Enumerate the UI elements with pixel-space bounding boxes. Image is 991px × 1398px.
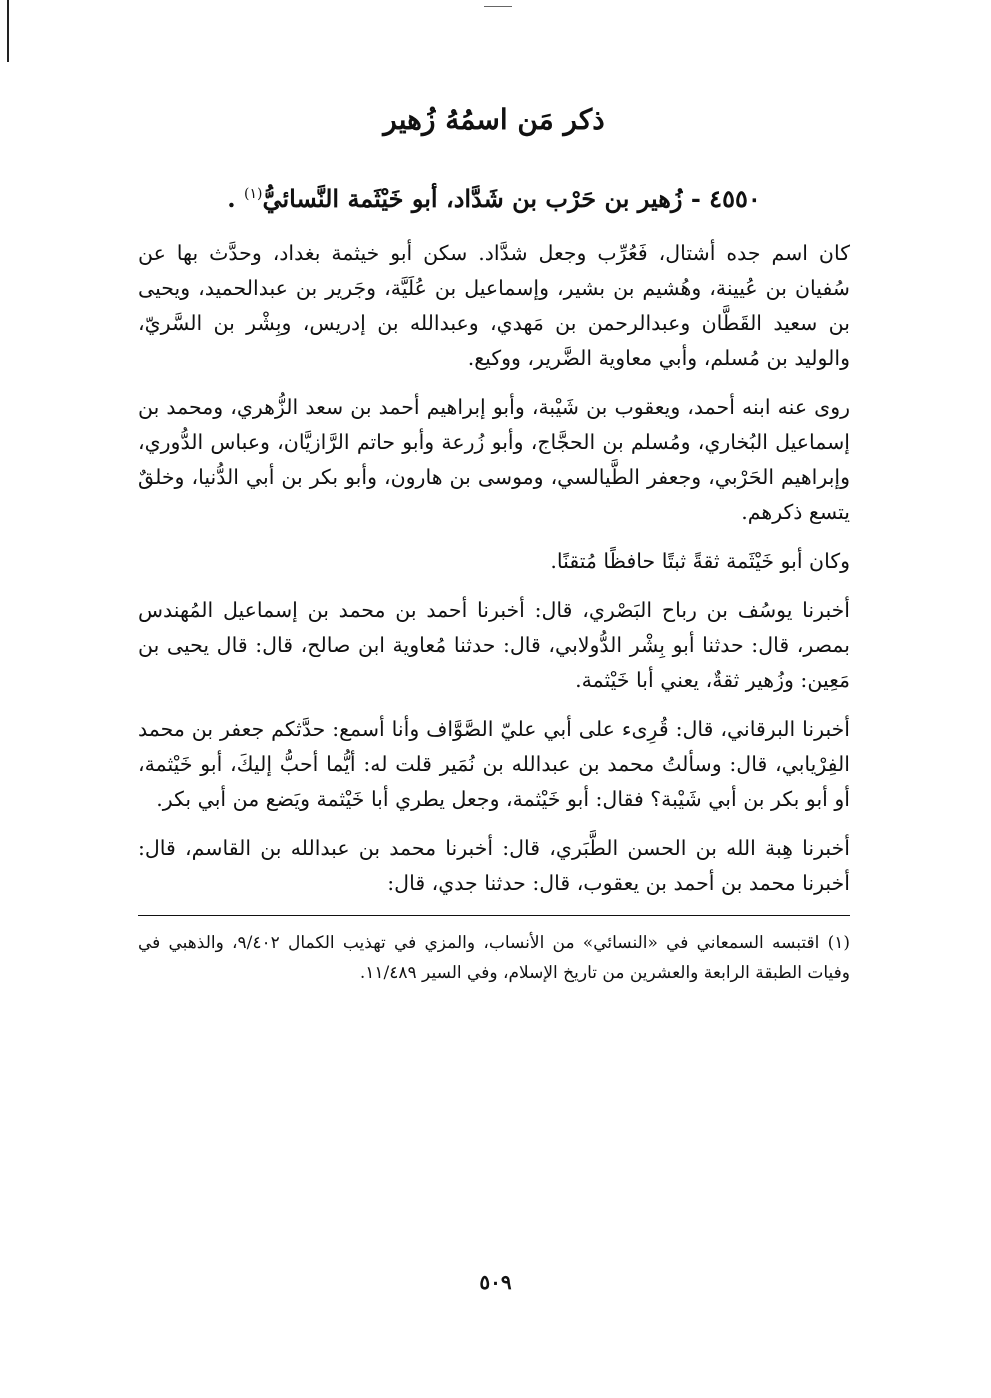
page-body xyxy=(138,100,850,988)
paragraph-4: أخبرنا يوسُف بن رباح البَصْري، قال: أخبرنا أحمد بن محمد بن إسماعيل المُهندس بمصر، قال: حدثنا أبو بِشْر الدُّولابي، قال: حدثنا مُعاوية ابن صالح، قال: قال يحيى بن مَعِين: وزُهير ثقةٌ، يعني أبا خَيْثمة. xyxy=(138,598,850,692)
footnote-marker: (١) xyxy=(243,186,263,202)
scan-edge-line xyxy=(7,0,9,62)
paragraph-1: كان اسم جده أشتال، فَعُرِّب وجعل شدَّاد. سكن أبو خيثمة بغداد، وحدَّث بها عن سُفيان بن عُيينة، وهُشيم بن بشير، وإسماعيل بن عُلَيَّة، وجَرير بن عبدالحميد، ويحيى بن سعيد القَطَّان وعبدالرحمن بن مَهدي، وعبدالله بن إدريس، وبِشْر بن السَّريّ، والوليد بن مُسلم، وأبي معاوية الضَّرير، ووكيع. xyxy=(138,241,850,370)
footnote-divider xyxy=(138,915,850,916)
footnote: (١) اقتبسه السمعاني في «النسائي» من الأنساب، والمزي في تهذيب الكمال ٩/٤٠٢، والذهبي في وفيات الطبقة الرابعة والعشرين من تاريخ الإسلام، وفي السير ١١/٤٨٩. xyxy=(138,933,850,983)
entry-title-text: ٤٥٥٠ - زُهير بن حَرْب بن شَدَّاد، أبو خَيْثَمة النَّسائيُّ xyxy=(262,184,761,213)
scan-top-mark xyxy=(484,6,512,7)
page-number: ٥٠٩ xyxy=(479,1270,512,1294)
entry-title-end: . xyxy=(227,184,236,213)
section-heading: ذكر مَن اسمُهُ زُهير xyxy=(383,103,605,136)
paragraph-5: أخبرنا البرقاني، قال: قُرِىء على أبي عليّ الصَّوَّاف وأنا أسمع: حدَّثكم جعفر بن محمد الفِرْيابي، قال: وسألتُ محمد بن عبدالله بن نُمَير قلت له: أيُّما أحبُّ إليكَ، أبو خَيْثمة، أو أبو بكر بن أبي شَيْبة؟ فقال: أبو خَيْثمة، وجعل يطري أبا خَيْثمة ويَضع من أبي بكر. xyxy=(138,717,850,811)
paragraph-6: أخبرنا هِبة الله بن الحسن الطَّبَري، قال: أخبرنا محمد بن عبدالله بن القاسم، قال: أخبرنا محمد بن أحمد بن يعقوب، قال: حدثنا جدي، قال: xyxy=(138,836,850,895)
paragraph-2: روى عنه ابنه أحمد، ويعقوب بن شَيْبة، وأبو إبراهيم أحمد بن سعد الزُّهري، ومحمد بن إسماعيل البُخاري، ومُسلم بن الحجَّاج، وأبو زُرعة وأبو حاتم الرَّازيَّان، وعباس الدُّوري، وإبراهيم الحَرْبي، وجعفر الطَّيالسي، وموسى بن هارون، وأبو بكر بن أبي الدُّنيا، وخلقٌ يتسع ذكرهم. xyxy=(138,395,850,524)
paragraph-3: وكان أبو خَيْثَمة ثقةً ثبتًا حافظًا مُتقنًا. xyxy=(550,549,850,573)
entry-title xyxy=(138,172,850,216)
